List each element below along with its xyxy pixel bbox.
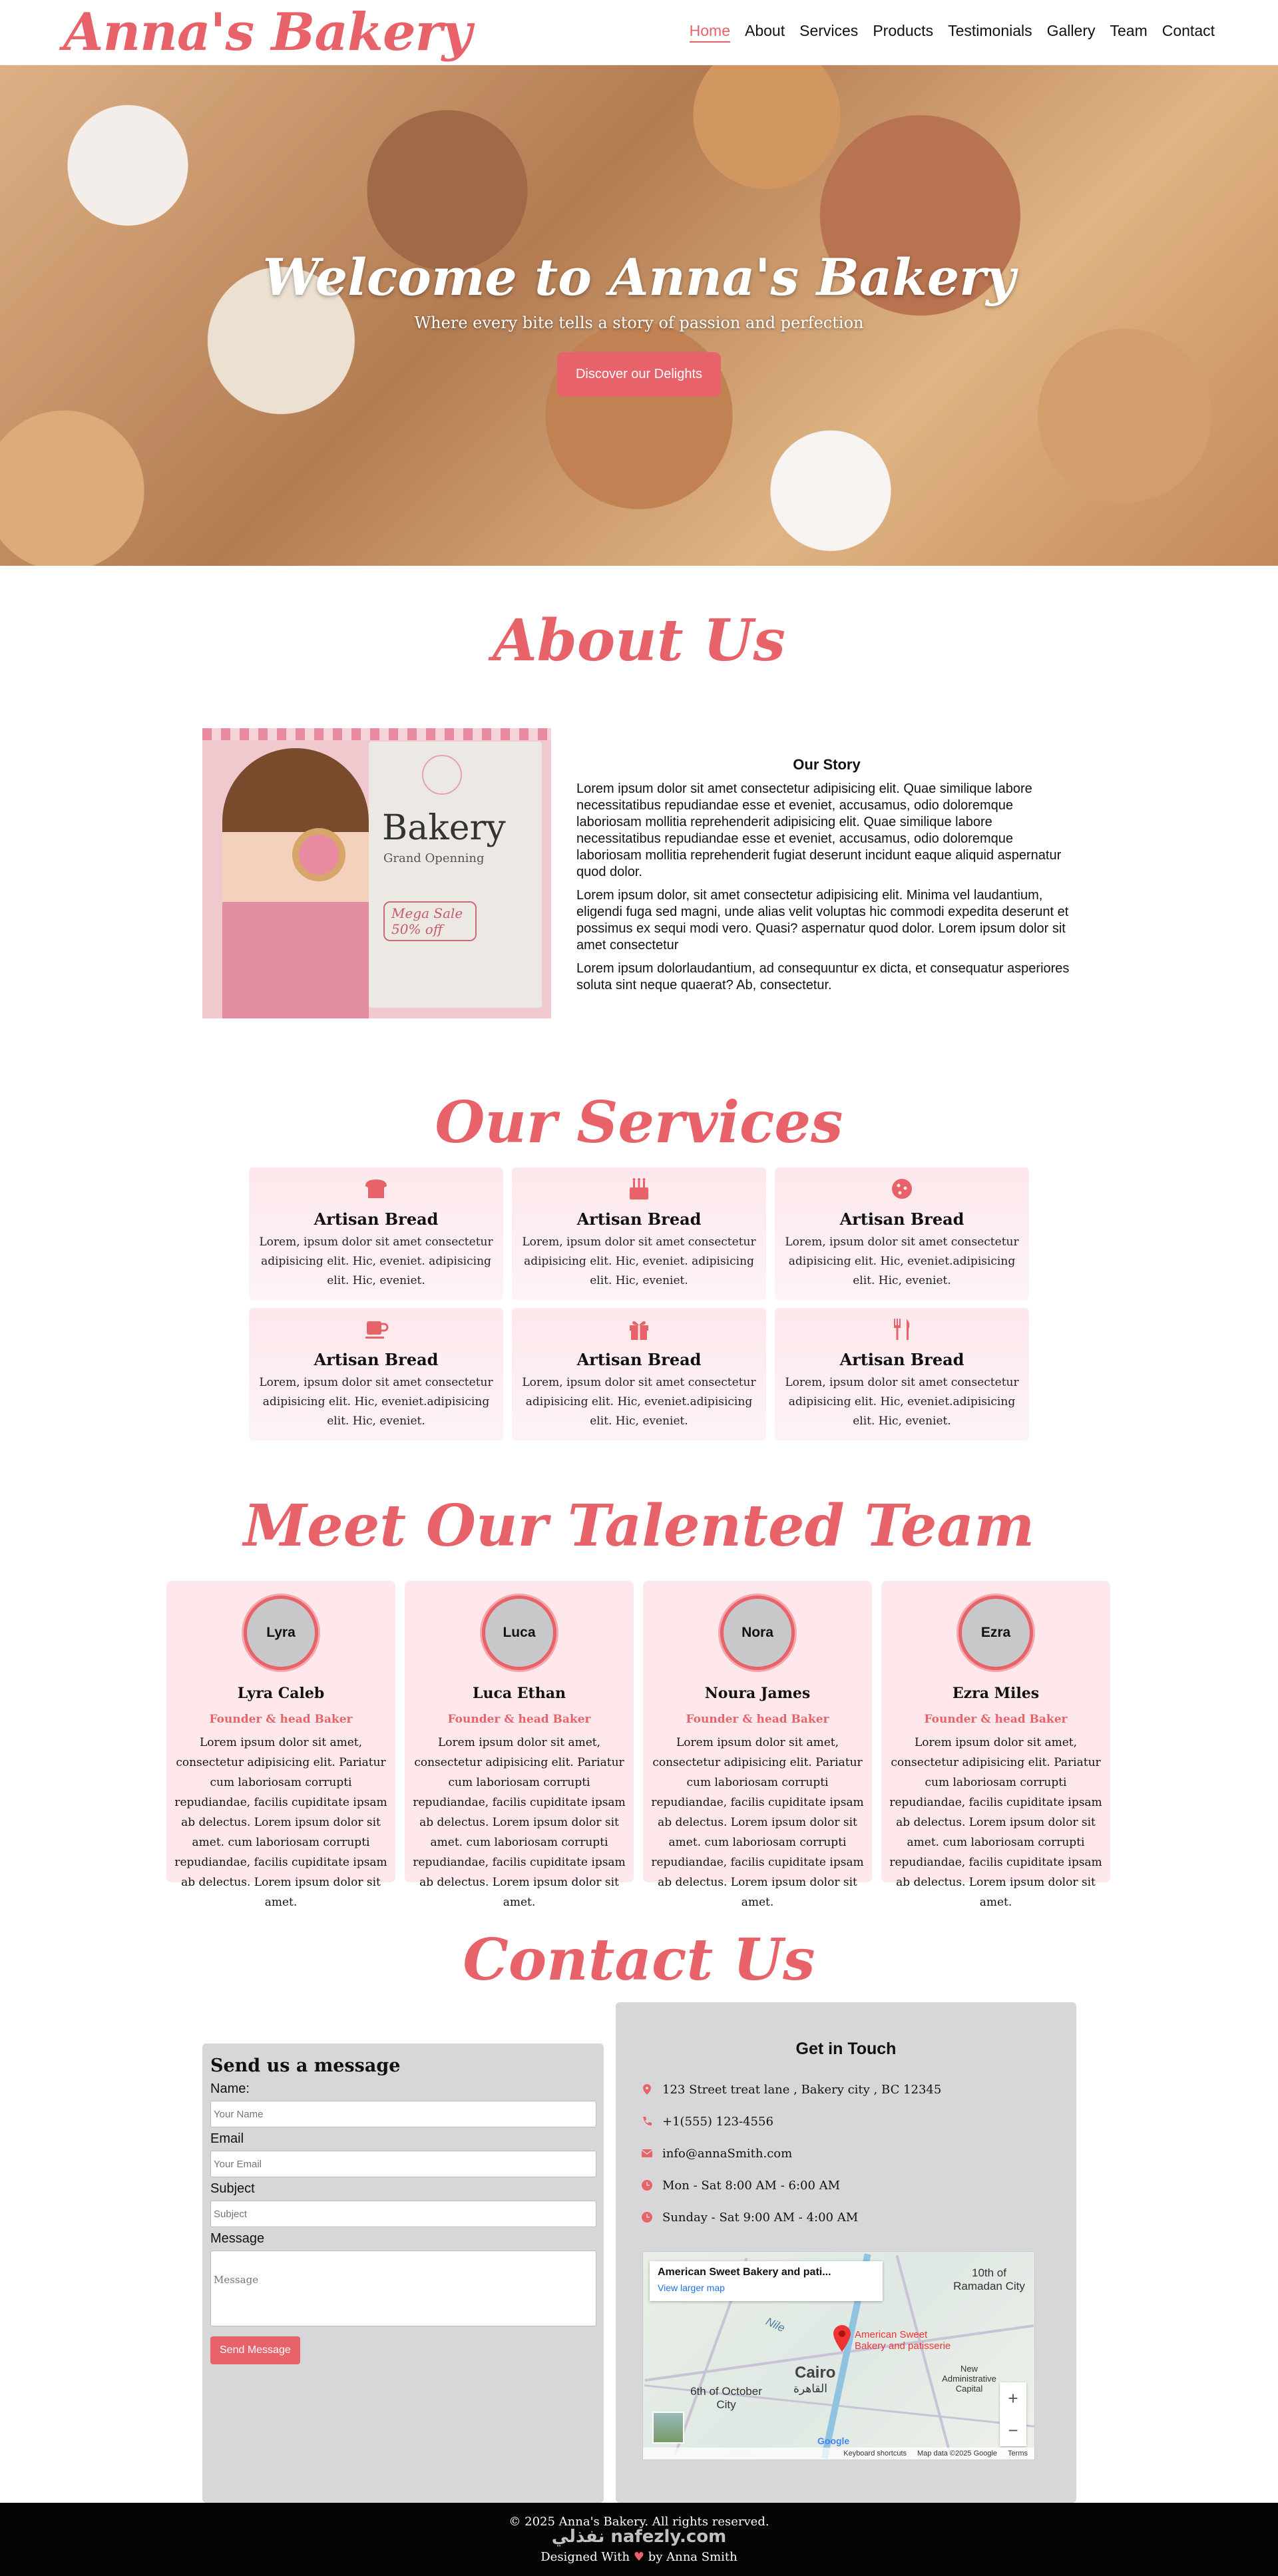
team-member-bio: Lorem ipsum dolor sit amet, consectetur adipisicing elit. Pariatur cum laboriosam corrupti repudiandae, facilis cupiditate ipsam ab delectus. Lorem ipsum dolor sit amet. cum laboriosam corrupti repudiandae, facilis cupiditate ipsam ab delectus. Lorem ipsum dolor sit amet.	[174, 1736, 387, 1909]
hero-content	[0, 65, 1278, 566]
donut-icon	[292, 828, 345, 881]
map-pin-label-line2: Bakery and patisserie	[855, 2340, 951, 2352]
service-card	[249, 1168, 503, 1300]
nav-link-testimonials[interactable]: Testimonials	[948, 22, 1032, 39]
map-place-title: American Sweet Bakery and pati...	[658, 2266, 831, 2278]
email-label: Email	[210, 2131, 244, 2146]
location-pin-icon	[641, 2083, 653, 2095]
name-input[interactable]	[210, 2101, 596, 2127]
gift-icon	[626, 1317, 652, 1341]
team-card	[166, 1581, 395, 1909]
hours-text: Mon - Sat 8:00 AM - 6:00 AM	[662, 2178, 841, 2193]
service-card	[775, 1168, 1029, 1300]
team-member-role: Founder & head Baker	[924, 1713, 1068, 1726]
service-text: Lorem, ipsum dolor sit amet consectetur adipisicing elit. Hic, eveniet.adipisicing elit. Hic, eveniet.	[785, 1376, 1019, 1428]
team-member-bio: Lorem ipsum dolor sit amet, consectetur adipisicing elit. Pariatur cum laboriosam corrupti repudiandae, facilis cupiditate ipsam ab delectus. Lorem ipsum dolor sit amet. cum laboriosam corrupti repudiandae, facilis cupiditate ipsam ab delectus. Lorem ipsum dolor sit amet.	[413, 1736, 626, 1909]
about-paragraph: Lorem ipsum dolor sit amet consectetur adipisicing elit. Quae similique labore necessitatibus repudiandae esse et eveniet, accusamus, odio doloremque laboriosam mollitia reprehenderit adipisicing elit. Quae similique labore necessitatibus repudiandae esse et eveniet, accusamus, odio doloremque laboriosam mollitia reprehenderit fugiat deserunt incidunt eaque aliquid aspernatur quod dolor.	[576, 781, 1062, 879]
info-hours-weekday	[641, 2169, 1051, 2201]
poster-sale	[383, 901, 477, 941]
team-member-name: Lyra Caleb	[237, 1685, 325, 1702]
poster-sale-line2: 50% off	[391, 921, 443, 937]
decorative-border	[202, 728, 551, 740]
service-text: Lorem, ipsum dolor sit amet consectetur adipisicing elit. Hic, eveniet.adipisicing elit. Hic, eveniet.	[522, 1376, 756, 1428]
info-address	[641, 2073, 1051, 2105]
team-grid	[166, 1581, 1112, 1909]
info-hours-weekend	[641, 2201, 1051, 2233]
service-card	[775, 1308, 1029, 1440]
poster-sale-line1: Mega Sale	[391, 905, 463, 921]
nav-link-services[interactable]: Services	[799, 22, 859, 39]
keyboard-shortcuts-link[interactable]: Keyboard shortcuts	[843, 2450, 907, 2458]
clock-icon	[641, 2211, 653, 2223]
map-pin-icon[interactable]	[832, 2325, 852, 2352]
watermark: نفذلي nafezly.com	[551, 2527, 727, 2547]
team-member-name: Luca Ethan	[473, 1685, 566, 1702]
clock-icon	[641, 2179, 653, 2191]
nav-link-gallery[interactable]: Gallery	[1046, 22, 1096, 39]
service-text: Lorem, ipsum dolor sit amet consectetur adipisicing elit. Hic, eveniet.adipisicing elit. Hic, eveniet.	[785, 1235, 1019, 1287]
credit-pre: Designed With	[540, 2550, 630, 2564]
map-label-river: Nile	[763, 2314, 787, 2335]
map-place-card	[650, 2261, 883, 2301]
map-label-cairo: Cairo	[795, 2364, 836, 2382]
map-zoom-controls	[1000, 2382, 1026, 2446]
contact-form	[202, 2043, 604, 2503]
cookie-icon	[889, 1177, 915, 1201]
avatar: Lyra	[244, 1596, 318, 1670]
poster-subtitle: Grand Openning	[383, 851, 485, 865]
services-grid	[249, 1168, 1029, 1440]
team-card	[643, 1581, 872, 1909]
map-label-new-capital: New Administrative Capital	[942, 2364, 996, 2394]
about-paragraph: Lorem ipsum dolor, sit amet consectetur adipisicing elit. Minima vel laudantium, eligendi fuga sed magni, unde alias velit voluptas hic commodi expedita deserunt et possimus ex sequi modi vero. Quasi? aspernatur quod dolor. Lorem ipsum dolor sit amet consectetur	[576, 888, 1069, 953]
team-card	[881, 1581, 1110, 1909]
service-card	[249, 1308, 503, 1440]
baker-illustration	[222, 748, 369, 1018]
map-label-cairo-ar: القاهرة	[793, 2382, 827, 2395]
address-text: 123 Street treat lane , Bakery city , BC 12345	[662, 2082, 942, 2097]
zoom-out-icon[interactable]: −	[1008, 2420, 1018, 2440]
hours-text: Sunday - Sat 9:00 AM - 4:00 AM	[662, 2210, 859, 2225]
message-textarea[interactable]	[210, 2251, 596, 2326]
service-text: Lorem, ipsum dolor sit amet consectetur adipisicing elit. Hic, eveniet. adipisicing elit. Hic, eveniet.	[259, 1235, 493, 1287]
site-footer	[0, 2503, 1278, 2576]
zoom-in-icon[interactable]: +	[1008, 2388, 1018, 2408]
service-title: Artisan Bread	[576, 1209, 702, 1229]
map-layer-thumbnail[interactable]	[652, 2412, 684, 2444]
nav-link-team[interactable]: Team	[1110, 22, 1148, 39]
about-image	[202, 728, 551, 1018]
service-title: Artisan Bread	[839, 1209, 964, 1229]
contact-title: Contact Us	[463, 1926, 815, 1994]
name-label: Name:	[210, 2081, 250, 2096]
nav-links	[690, 22, 1215, 43]
view-larger-map-link[interactable]: View larger map	[658, 2282, 725, 2293]
service-title: Artisan Bread	[314, 1209, 439, 1229]
bread-icon	[363, 1177, 389, 1201]
service-title: Artisan Bread	[839, 1350, 964, 1369]
service-card	[512, 1168, 766, 1300]
avatar: Ezra	[958, 1596, 1033, 1670]
nav-link-contact[interactable]: Contact	[1162, 22, 1215, 39]
discover-button[interactable]: Discover our Delights	[557, 352, 721, 397]
team-member-role: Founder & head Baker	[686, 1713, 829, 1726]
team-member-name: Noura James	[704, 1685, 811, 1702]
service-title: Artisan Bread	[576, 1350, 702, 1369]
subject-label: Subject	[210, 2181, 255, 2196]
credit-line	[0, 2550, 1278, 2564]
map-road	[895, 2255, 952, 2458]
copyright-text: © 2025 Anna's Bakery. All rights reserved.	[509, 2515, 769, 2529]
email-input[interactable]	[210, 2151, 596, 2177]
envelope-icon	[641, 2147, 653, 2159]
map-data-text: Map data ©2025 Google	[917, 2450, 998, 2458]
team-member-role: Founder & head Baker	[209, 1713, 353, 1726]
coffee-icon	[363, 1317, 389, 1341]
cake-icon	[626, 1177, 652, 1201]
service-text: Lorem, ipsum dolor sit amet consectetur adipisicing elit. Hic, eveniet. adipisicing elit. Hic, eveniet.	[522, 1235, 756, 1287]
contact-info	[616, 2002, 1076, 2503]
send-message-button[interactable]: Send Message	[210, 2336, 300, 2364]
map-footer	[643, 2448, 1034, 2460]
map-label-october: 6th of October City	[690, 2385, 762, 2411]
team-member-role: Founder & head Baker	[447, 1713, 591, 1726]
info-email	[641, 2137, 1051, 2169]
service-card	[512, 1308, 766, 1440]
terms-link[interactable]: Terms	[1008, 2450, 1028, 2458]
utensils-icon	[889, 1317, 915, 1341]
form-heading: Send us a message	[210, 2055, 401, 2076]
team-card	[405, 1581, 634, 1909]
nav-link-home[interactable]: Home	[690, 22, 730, 43]
avatar: Nora	[720, 1596, 795, 1670]
avatar: Luca	[482, 1596, 556, 1670]
map-pin-label-line1: American Sweet	[855, 2329, 928, 2340]
subject-input[interactable]	[210, 2201, 596, 2227]
info-heading: Get in Touch	[795, 2039, 897, 2058]
team-member-bio: Lorem ipsum dolor sit amet, consectetur adipisicing elit. Pariatur cum laboriosam corrupti repudiandae, facilis cupiditate ipsam ab delectus. Lorem ipsum dolor sit amet. cum laboriosam corrupti repudiandae, facilis cupiditate ipsam ab delectus. Lorem ipsum dolor sit amet.	[889, 1736, 1102, 1909]
navbar	[0, 0, 1278, 65]
team-member-name: Ezra Miles	[952, 1685, 1040, 1702]
hero-banner	[0, 65, 1278, 566]
map-label-ramadan: 10th of Ramadan City	[953, 2266, 1025, 2292]
map-pin-label	[855, 2329, 951, 2352]
google-logo: Google	[817, 2436, 850, 2446]
poster-logo-icon	[422, 755, 462, 795]
nav-link-about[interactable]: About	[745, 22, 785, 39]
nav-link-products[interactable]: Products	[873, 22, 934, 39]
about-heading: Our Story	[793, 756, 861, 773]
hero-subtitle: Where every bite tells a story of passion and perfection	[414, 314, 864, 332]
credit-post: by Anna Smith	[648, 2550, 738, 2564]
team-member-bio: Lorem ipsum dolor sit amet, consectetur adipisicing elit. Pariatur cum laboriosam corrupti repudiandae, facilis cupiditate ipsam ab delectus. Lorem ipsum dolor sit amet. cum laboriosam corrupti repudiandae, facilis cupiditate ipsam ab delectus. Lorem ipsum dolor sit amet.	[651, 1736, 864, 1909]
service-text: Lorem, ipsum dolor sit amet consectetur adipisicing elit. Hic, eveniet.adipisicing elit. Hic, eveniet.	[259, 1376, 493, 1428]
poster	[369, 742, 542, 1008]
phone-icon	[641, 2115, 653, 2127]
about-title: About Us	[493, 607, 785, 674]
phone-text: +1(555) 123-4556	[662, 2114, 773, 2129]
about-text	[576, 756, 1077, 1000]
logo[interactable]: Anna's Bakery	[63, 2, 471, 63]
poster-title: Bakery	[382, 808, 506, 848]
heart-icon: ♥	[633, 2550, 644, 2564]
team-title: Meet Our Talented Team	[243, 1492, 1035, 1560]
hero-title: Welcome to Anna's Bakery	[262, 248, 1016, 307]
service-title: Artisan Bread	[314, 1350, 439, 1369]
map-embed[interactable]	[642, 2251, 1035, 2460]
services-title: Our Services	[435, 1089, 843, 1156]
email-text: info@annaSmith.com	[662, 2146, 793, 2161]
info-phone	[641, 2105, 1051, 2137]
message-label: Message	[210, 2231, 265, 2246]
about-paragraph: Lorem ipsum dolorlaudantium, ad consequuntur ex dicta, et consequatur asperiores soluta sint neque quaerat? Ab, consectetur.	[576, 961, 1070, 992]
